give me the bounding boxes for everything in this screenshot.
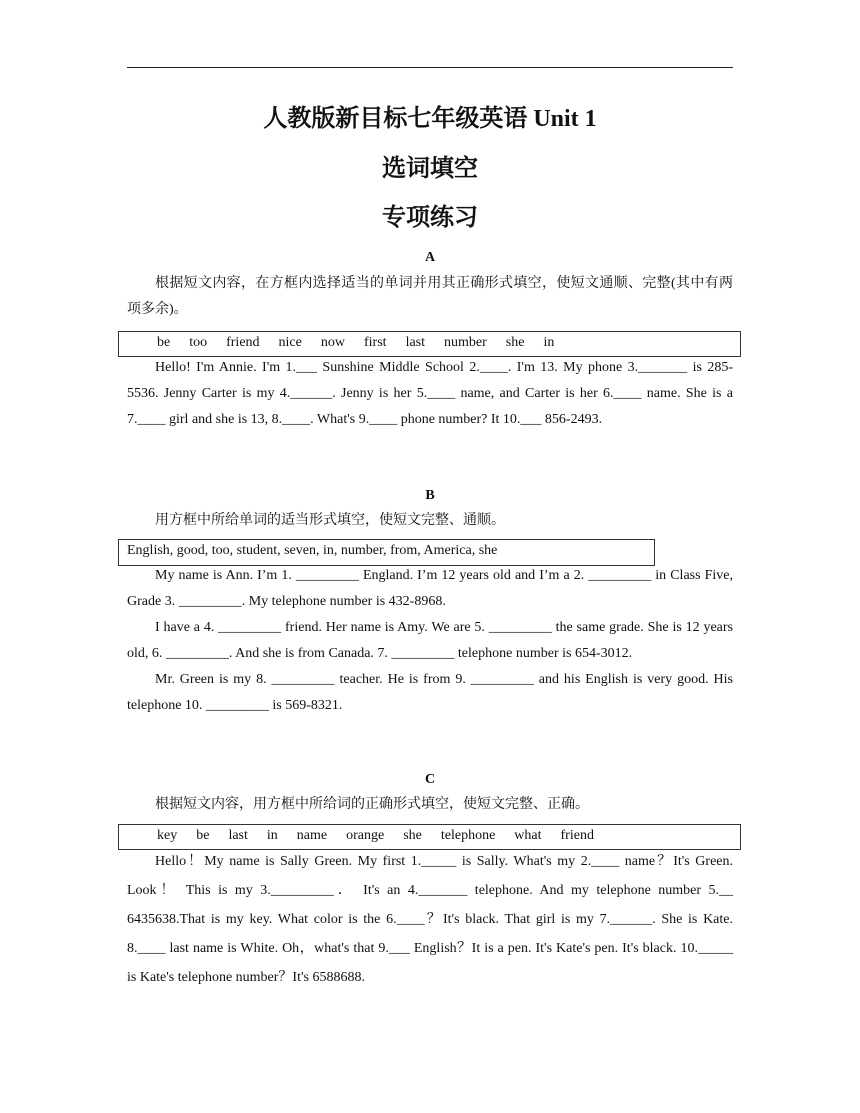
section-a-word-7: last — [405, 335, 426, 350]
section-a-word-5: now — [320, 335, 345, 350]
section-c-heading: C — [424, 772, 436, 787]
section-a-word-1: be — [157, 335, 171, 350]
section-a-word-9: she — [505, 335, 525, 350]
section-c-word-6: orange — [346, 828, 385, 843]
header-rule — [127, 67, 733, 68]
section-c-word-2: be — [196, 828, 210, 843]
section-c-instruction-block — [127, 792, 733, 818]
section-a-word-2: too — [189, 335, 208, 350]
section-a-instruction: 根据短文内容，在方框内选择适当的单词并用其正确形式填空，使短文通顺、完整(其中有两项多余)。 — [127, 276, 733, 317]
section-c-word-9: what — [514, 828, 542, 843]
section-a-word-6: first — [364, 335, 387, 350]
document-subtitle: 选词填空 — [382, 156, 478, 182]
section-c-word-4: in — [266, 828, 278, 843]
section-c-instruction: 根据短文内容，用方框中所给词的正确形式填空，使短文完整、正确。 — [155, 797, 589, 812]
section-c-word-3: last — [228, 828, 248, 843]
section-c-word-10: friend — [560, 828, 594, 843]
section-c-word-8: telephone — [440, 828, 496, 843]
section-a-passage-block — [127, 355, 733, 433]
section-c-passage-block — [127, 847, 733, 992]
section-b-paragraph-1: My name is Ann. I’m 1. _________ England. I’m 12 years old and I’m a 2. _________ in Class Five, Grade 3. _________. My telephone number is 432-8968. — [127, 568, 733, 609]
document-subtitle-2: 专项练习 — [382, 205, 478, 231]
section-a-word-3: friend — [226, 335, 260, 350]
section-b-heading: B — [425, 488, 435, 503]
section-c-word-1: key — [157, 828, 178, 843]
section-a-word-10: in — [543, 335, 555, 350]
section-b-paragraph-3: Mr. Green is my 8. _________ teacher. He is from 9. _________ and his English is very good. His telephone 10. _________ is 569-8321. — [127, 672, 733, 713]
section-c-passage: Hello！My name is Sally Green. My first 1._____ is Sally. What's my 2.____ name？It's Green. Look！ This is my 3._________． It's an 4._______ telephone. And my telephone number 5.__ 6435638.That is my key. What color is the 6.____？It's black. That girl is my 7.______. She is Kate. 8.____ last name is White. Oh，what's that 9.___ English？It is a pen. It's Kate's pen. It's black. 10._____ is Kate's telephone number？It's 6588688. — [127, 854, 733, 985]
section-a-word-4: nice — [278, 335, 302, 350]
section-b-word-box — [118, 539, 655, 566]
section-b-passage-block — [127, 563, 733, 719]
section-a-word-8: number — [444, 335, 487, 350]
section-c-word-5: name — [296, 828, 328, 843]
section-b-instruction-block — [127, 508, 733, 534]
section-b-word-list: English, good, too, student, seven, in, number, from, America, she — [127, 543, 498, 558]
section-a-instruction-block — [127, 271, 733, 323]
section-b-paragraph-2: I have a 4. _________ friend. Her name is Amy. We are 5. _________ the same grade. She is 12 years old, 6. _________. And she is from Canada. 7. _________ telephone number is 654-3012. — [127, 620, 733, 661]
document-title: 人教版新目标七年级英语 Unit 1 — [263, 106, 597, 132]
section-c-word-7: she — [403, 828, 422, 843]
section-b-instruction: 用方框中所给单词的适当形式填空，使短文完整、通顺。 — [155, 513, 505, 528]
section-a-word-box — [118, 331, 741, 357]
section-a-passage: Hello! I'm Annie. I'm 1.___ Sunshine Middle School 2.____. I'm 13. My phone 3._______ is 285-5536. Jenny Carter is my 4.______. Jenny is her 5.____ name, and Carter is her 6.____ name. She is a 7.____ girl and she is 13, 8.____. What's 9.____ phone number? It 10.___ 856-2493. — [127, 360, 733, 427]
section-a-heading: A — [424, 250, 436, 265]
